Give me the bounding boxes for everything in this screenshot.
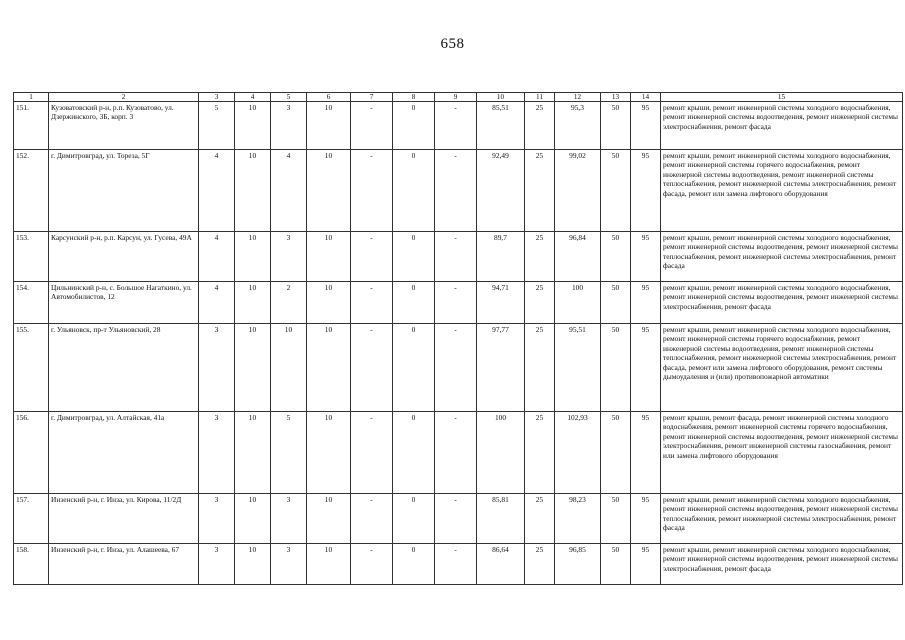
table-row: [14, 232, 903, 282]
value-cell: 95: [631, 282, 661, 324]
value-cell: 25: [525, 102, 555, 150]
value-cell: 50: [601, 150, 631, 232]
value-cell: -: [351, 282, 393, 324]
value-cell: 95: [631, 232, 661, 282]
value-cell: 5: [199, 102, 235, 150]
value-cell: -: [435, 494, 477, 544]
address-cell: г. Димитровград, ул. Тореза, 5Г: [49, 150, 199, 232]
row-number-cell: 153.: [14, 232, 49, 282]
value-cell: 10: [235, 412, 271, 494]
value-cell: 50: [601, 102, 631, 150]
value-cell: 95: [631, 102, 661, 150]
works-cell: ремонт крыши, ремонт инженерной системы холодного водоснабжения, ремонт инженерной системы водоотведения, ремонт инженерной системы электроснабжения, ремонт фасада: [661, 102, 903, 150]
value-cell: 10: [307, 282, 351, 324]
value-cell: 25: [525, 232, 555, 282]
value-cell: 85,81: [477, 494, 525, 544]
works-cell: ремонт крыши, ремонт инженерной системы холодного водоснабжения, ремонт инженерной системы горячего водоснабжения, ремонт инженерной системы водоотведения, ремонт инженерной системы теплоснабжения, ремонт инженерной системы электроснабжения, ремонт фасада, ремонт или замена лифтового оборудования: [661, 150, 903, 232]
value-cell: 25: [525, 494, 555, 544]
column-header: 13: [601, 93, 631, 102]
address-cell: Кузоватовский р-н, р.п. Кузоватово, ул. Дзержинского, 3Б, корп. 3: [49, 102, 199, 150]
address-cell: г. Ульяновск, пр-т Ульяновский, 28: [49, 324, 199, 412]
value-cell: 95: [631, 412, 661, 494]
row-number-cell: 157.: [14, 494, 49, 544]
value-cell: 99,02: [555, 150, 601, 232]
value-cell: 50: [601, 232, 631, 282]
value-cell: -: [351, 494, 393, 544]
column-header: 8: [393, 93, 435, 102]
value-cell: 0: [393, 544, 435, 585]
value-cell: 10: [307, 102, 351, 150]
value-cell: 3: [199, 544, 235, 585]
value-cell: 25: [525, 412, 555, 494]
column-header: 2: [49, 93, 199, 102]
value-cell: 25: [525, 150, 555, 232]
value-cell: 0: [393, 412, 435, 494]
value-cell: 4: [271, 150, 307, 232]
value-cell: 95: [631, 150, 661, 232]
value-cell: 3: [271, 494, 307, 544]
value-cell: 95: [631, 324, 661, 412]
value-cell: 86,64: [477, 544, 525, 585]
value-cell: -: [351, 150, 393, 232]
value-cell: 0: [393, 102, 435, 150]
value-cell: 98,23: [555, 494, 601, 544]
address-cell: Инзенский р-н, г. Инза, ул. Кирова, 11/2Д: [49, 494, 199, 544]
value-cell: 10: [307, 232, 351, 282]
address-cell: Инзенский р-н, г. Инза, ул. Алашеева, 67: [49, 544, 199, 585]
column-header: 9: [435, 93, 477, 102]
value-cell: -: [435, 232, 477, 282]
column-header: 4: [235, 93, 271, 102]
value-cell: 50: [601, 544, 631, 585]
column-header: 5: [271, 93, 307, 102]
page-number: 658: [440, 36, 465, 52]
value-cell: 3: [271, 232, 307, 282]
column-header: 12: [555, 93, 601, 102]
table-body: [14, 102, 903, 585]
value-cell: 0: [393, 324, 435, 412]
column-header: 14: [631, 93, 661, 102]
value-cell: 50: [601, 324, 631, 412]
value-cell: 0: [393, 232, 435, 282]
value-cell: 25: [525, 544, 555, 585]
value-cell: 0: [393, 494, 435, 544]
row-number-cell: 158.: [14, 544, 49, 585]
value-cell: 0: [393, 150, 435, 232]
value-cell: 4: [199, 232, 235, 282]
address-cell: Карсунский р-н, р.п. Карсун, ул. Гусева, 49А: [49, 232, 199, 282]
value-cell: 102,93: [555, 412, 601, 494]
value-cell: 3: [199, 412, 235, 494]
value-cell: -: [435, 324, 477, 412]
value-cell: -: [435, 544, 477, 585]
value-cell: 96,85: [555, 544, 601, 585]
table-row: [14, 150, 903, 232]
value-cell: 94,71: [477, 282, 525, 324]
value-cell: 100: [555, 282, 601, 324]
header-row: [14, 93, 903, 102]
value-cell: 10: [271, 324, 307, 412]
row-number-cell: 156.: [14, 412, 49, 494]
value-cell: -: [435, 412, 477, 494]
row-number-cell: 154.: [14, 282, 49, 324]
value-cell: 3: [271, 544, 307, 585]
works-cell: ремонт крыши, ремонт инженерной системы холодного водоснабжения, ремонт инженерной системы водоотведения, ремонт инженерной системы теплоснабжения, ремонт инженерной системы электроснабжения, ремонт фасада: [661, 232, 903, 282]
value-cell: -: [351, 544, 393, 585]
column-header: 10: [477, 93, 525, 102]
column-header: 7: [351, 93, 393, 102]
works-cell: ремонт крыши, ремонт инженерной системы холодного водоснабжения, ремонт инженерной системы горячего водоснабжения, ремонт инженерной системы водоотведения, ремонт инженерной системы теплоснабжения, ремонт инженерной системы электроснабжения, ремонт фасада, ремонт или замена лифтового оборудования, ремонт системы дымоудаления и (или) противопожарной автоматики: [661, 324, 903, 412]
table-row: [14, 282, 903, 324]
value-cell: -: [351, 102, 393, 150]
value-cell: 2: [271, 282, 307, 324]
value-cell: 95,3: [555, 102, 601, 150]
table-row: [14, 544, 903, 585]
value-cell: 0: [393, 282, 435, 324]
value-cell: 4: [199, 282, 235, 324]
row-number-cell: 151.: [14, 102, 49, 150]
value-cell: 10: [307, 150, 351, 232]
value-cell: 89,7: [477, 232, 525, 282]
table-row: [14, 412, 903, 494]
column-header: 11: [525, 93, 555, 102]
column-header: 15: [661, 93, 903, 102]
value-cell: 10: [235, 544, 271, 585]
address-cell: г. Димитровград, ул. Алтайская, 41а: [49, 412, 199, 494]
value-cell: 10: [235, 150, 271, 232]
value-cell: -: [351, 232, 393, 282]
value-cell: 10: [307, 494, 351, 544]
value-cell: 10: [235, 232, 271, 282]
value-cell: 10: [235, 282, 271, 324]
value-cell: -: [351, 324, 393, 412]
value-cell: -: [435, 102, 477, 150]
value-cell: 10: [307, 412, 351, 494]
value-cell: 50: [601, 282, 631, 324]
value-cell: 3: [199, 494, 235, 544]
column-header: 3: [199, 93, 235, 102]
value-cell: -: [435, 282, 477, 324]
address-cell: Цильнинский р-н, с. Большое Нагаткино, ул. Автомобилистов, 12: [49, 282, 199, 324]
registry-table: [13, 92, 903, 585]
value-cell: 95,51: [555, 324, 601, 412]
value-cell: 95: [631, 494, 661, 544]
value-cell: 10: [307, 324, 351, 412]
value-cell: 97,77: [477, 324, 525, 412]
value-cell: -: [351, 412, 393, 494]
value-cell: -: [435, 150, 477, 232]
value-cell: 85,51: [477, 102, 525, 150]
table-row: [14, 324, 903, 412]
value-cell: 25: [525, 324, 555, 412]
column-header: 1: [14, 93, 49, 102]
value-cell: 50: [601, 494, 631, 544]
works-cell: ремонт крыши, ремонт инженерной системы холодного водоснабжения, ремонт инженерной системы водоотведения, ремонт инженерной системы электроснабжения, ремонт фасада: [661, 544, 903, 585]
value-cell: 25: [525, 282, 555, 324]
value-cell: 10: [235, 494, 271, 544]
value-cell: 3: [199, 324, 235, 412]
value-cell: 95: [631, 544, 661, 585]
works-cell: ремонт крыши, ремонт фасада, ремонт инженерной системы холодного водоснабжения, ремонт инженерной системы горячего водоснабжения, ремонт инженерной системы водоотведения, ремонт инженерной системы электроснабжения, ремонт инженерной системы газоснабжения, ремонт или замена лифтового оборудования: [661, 412, 903, 494]
value-cell: 10: [307, 544, 351, 585]
value-cell: 4: [199, 150, 235, 232]
table-row: [14, 102, 903, 150]
value-cell: 10: [235, 102, 271, 150]
value-cell: 50: [601, 412, 631, 494]
row-number-cell: 155.: [14, 324, 49, 412]
works-cell: ремонт крыши, ремонт инженерной системы холодного водоснабжения, ремонт инженерной системы водоотведения, ремонт инженерной системы электроснабжения, ремонт фасада: [661, 282, 903, 324]
table-row: [14, 494, 903, 544]
works-cell: ремонт крыши, ремонт инженерной системы холодного водоснабжения, ремонт инженерной системы водоотведения, ремонт инженерной системы теплоснабжения, ремонт инженерной системы электроснабжения, ремонт фасада: [661, 494, 903, 544]
value-cell: 92,49: [477, 150, 525, 232]
value-cell: 5: [271, 412, 307, 494]
value-cell: 10: [235, 324, 271, 412]
value-cell: 96,84: [555, 232, 601, 282]
value-cell: 100: [477, 412, 525, 494]
row-number-cell: 152.: [14, 150, 49, 232]
value-cell: 3: [271, 102, 307, 150]
column-header: 6: [307, 93, 351, 102]
